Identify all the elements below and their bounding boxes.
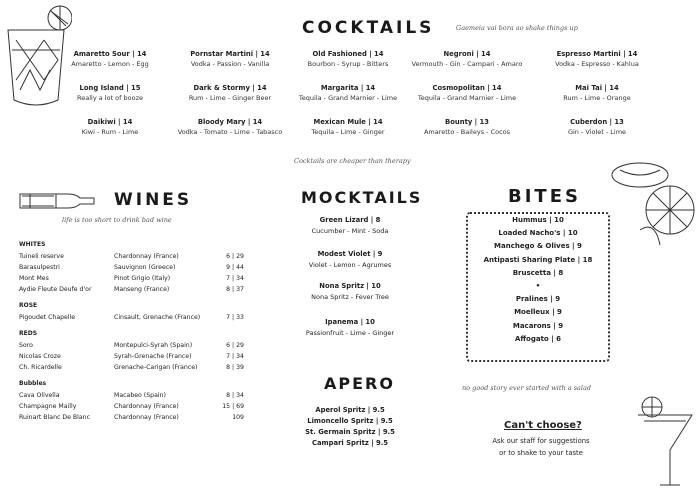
wine-grape: Syrah-Grenache (France) — [114, 353, 192, 360]
bites-tagline: no good story ever started with a salad — [462, 384, 592, 392]
cocktails-title: COCKTAILS — [302, 18, 435, 38]
bite-item: Pralines | 9 — [515, 295, 561, 304]
wine-name: Ruinart Blanc De Blanc — [19, 414, 90, 421]
bites-title: BITES — [508, 186, 581, 207]
wine-grape: Chardonnay (France) — [114, 403, 179, 410]
wine-price: 8 | 37 — [226, 286, 244, 293]
mocktail-item — [309, 250, 391, 269]
wine-price: 6 | 29 — [226, 342, 244, 349]
cant-choose-line2: or to shake to your taste — [499, 449, 583, 457]
wine-grape: Manseng (France) — [114, 286, 170, 293]
wine-name: Nicolas Croze — [19, 353, 61, 360]
cocktail-name: Negroni | 14 — [443, 50, 491, 58]
cocktail-desc: Rum - Lime - Orange — [563, 94, 631, 102]
cocktail-name: Daikiwi | 14 — [87, 118, 133, 126]
cocktail-name: Bounty | 13 — [445, 118, 489, 126]
apero-name: Campari Spritz | 9.5 — [311, 439, 389, 447]
mocktail-item — [311, 282, 389, 301]
cocktail-item — [537, 118, 657, 136]
wine-grape: Macabeo (Spain) — [114, 392, 166, 399]
cocktail-name: Bloody Mary | 14 — [197, 118, 263, 126]
cant-choose-title: Can't choose? — [504, 420, 582, 431]
martini-glass-illustration-icon — [630, 395, 700, 495]
mocktail-name: Modest Violet | 9 — [317, 250, 383, 258]
bite-item: Loaded Nacho's | 10 — [498, 229, 578, 238]
bite-item: Antipasti Sharing Plate | 18 — [483, 255, 593, 264]
cocktail-name: Dark & Stormy | 14 — [193, 84, 267, 92]
wines-title: WINES — [114, 190, 193, 210]
cocktail-name: Espresso Martini | 14 — [556, 50, 638, 58]
cocktail-item — [170, 84, 290, 102]
cocktail-item — [407, 118, 527, 136]
cocktail-desc: Bourbon - Syrup - Bitters — [307, 60, 389, 68]
cocktail-item — [50, 118, 170, 136]
wine-grape: Chardonnay (France) — [114, 253, 179, 260]
wine-price: 6 | 29 — [226, 253, 244, 260]
wine-section-heading: WHITES — [19, 241, 46, 248]
wine-price: 8 | 34 — [226, 392, 244, 399]
wine-price: 8 | 39 — [226, 364, 244, 371]
mocktail-name: Ipanema | 10 — [325, 318, 375, 326]
cocktail-desc: Tequila - Grand Marnier - Lime — [298, 94, 398, 102]
cocktail-item — [537, 84, 657, 102]
mocktails-title: MOCKTAILS — [301, 188, 423, 207]
cocktail-item — [50, 84, 170, 102]
cocktail-name: Margarita | 14 — [320, 84, 376, 92]
mocktail-desc: Cucumber - Mint - Soda — [311, 227, 389, 235]
cocktails-footer-note: Cocktails are cheaper than therapy — [294, 157, 411, 165]
cocktail-item — [50, 50, 170, 68]
wine-section-heading: Bubbles — [19, 380, 47, 387]
cocktail-desc: Amaretto - Lemon - Egg — [71, 60, 149, 68]
apero-item — [305, 428, 395, 436]
wine-grape: Cinsault, Grenache (France) — [114, 314, 201, 321]
wine-name: Pigoudet Chapelle — [19, 314, 76, 321]
cocktail-item — [288, 118, 408, 136]
mocktail-desc: Violet - Lemon - Agrumes — [308, 261, 392, 269]
wine-bottle-illustration-icon — [18, 188, 100, 214]
cocktail-desc: Really a lot of booze — [77, 94, 143, 102]
apero-item — [307, 417, 393, 425]
cocktail-desc: Vermouth - Gin - Campari - Amaro — [411, 60, 523, 68]
cocktail-item — [288, 84, 408, 102]
cocktail-desc: Vodka - Passion - Vanilla — [190, 60, 270, 68]
cocktail-item — [288, 50, 408, 68]
cocktail-name: Cosmopolitan | 14 — [432, 84, 502, 92]
wine-name: Tuineli reserve — [19, 253, 64, 260]
cocktail-name: Long Island | 15 — [79, 84, 141, 92]
wine-name: Soro — [19, 342, 33, 349]
wine-price: 7 | 34 — [226, 275, 244, 282]
bite-item: Moelleux | 9 — [514, 308, 562, 317]
apero-name: Limoncello Spritz | 9.5 — [307, 417, 393, 425]
wine-section-heading: REDS — [19, 330, 38, 337]
mocktail-item — [312, 216, 389, 235]
cocktail-name: Pornstar Martini | 14 — [190, 50, 270, 58]
bite-item: Macarons | 9 — [512, 321, 564, 330]
wine-grape: Pinot Grigio (Italy) — [114, 275, 171, 282]
cocktail-item — [537, 50, 657, 68]
mocktail-desc: Nona Spritz - Fever Tree — [311, 293, 389, 301]
apero-item — [312, 439, 388, 447]
bite-item: Hummus | 10 — [512, 216, 564, 224]
wine-grape: Montepulci-Syrah (Spain) — [114, 342, 193, 349]
wine-section-heading: ROSE — [19, 302, 38, 309]
wine-name: Cava Olivella — [19, 392, 60, 399]
bite-item: Manchego & Olives | 9 — [494, 242, 582, 251]
cocktail-name: Amaretto Sour | 14 — [73, 50, 147, 58]
cocktail-name: Mai Tai | 14 — [575, 84, 619, 92]
wine-name: Ch. Ricardelle — [19, 364, 62, 371]
apero-title: APERO — [324, 374, 395, 393]
cocktail-name: Mexican Mule | 14 — [313, 118, 383, 126]
lemon-illustration-icon — [600, 150, 700, 250]
wine-price: 7 | 33 — [226, 314, 244, 321]
apero-name: St. Germain Spritz | 9.5 — [305, 428, 395, 436]
wines-tagline: life is too short to drink bad wine — [62, 216, 172, 224]
wine-name: Mont Mes — [19, 275, 49, 282]
wine-grape: Sauvignon (Greece) — [114, 264, 176, 271]
mocktail-desc: Passionfruit - Lime - Ginger — [305, 329, 395, 337]
cocktail-item — [170, 50, 290, 68]
mocktail-item — [306, 318, 394, 337]
cocktail-desc: Rum - Lime - Ginger Beer — [188, 94, 272, 102]
cocktail-desc: Gin - Violet - Lime — [567, 128, 627, 136]
cocktail-name: Cuberdon | 13 — [570, 118, 624, 126]
cocktail-name: Old Fashioned | 14 — [312, 50, 384, 58]
cocktail-desc: Kiwi - Rum - Lime — [81, 128, 139, 136]
bite-item: Affogato | 6 — [514, 334, 562, 343]
cocktail-item — [170, 118, 290, 136]
cocktail-desc: Tequila - Lime - Ginger — [311, 128, 385, 136]
cocktail-desc: Tequila - Grand Marnier - Lime — [417, 94, 517, 102]
mocktail-name: Nona Spritz | 10 — [319, 282, 381, 290]
cocktail-desc: Vodka - Tomato - Lime - Tabasco — [177, 128, 283, 136]
wine-price: 15 | 69 — [222, 403, 244, 410]
wine-price: 109 — [232, 414, 244, 421]
cocktail-desc: Amaretto - Baileys - Cocos — [423, 128, 511, 136]
cocktails-tagline: Gaemeia vai bora ao shake things up — [456, 24, 578, 32]
wine-name: Champagne Mailly — [19, 403, 77, 410]
wine-price: 7 | 34 — [226, 353, 244, 360]
cant-choose-line1: Ask our staff for suggestions — [492, 437, 590, 445]
wine-grape: Grenache-Carigan (France) — [114, 364, 198, 371]
cocktail-item — [407, 84, 527, 102]
bite-item: • — [535, 282, 541, 290]
wine-name: Barasulpestri — [19, 264, 60, 271]
apero-name: Aperol Spritz | 9.5 — [315, 406, 385, 414]
mocktail-name: Green Lizard | 8 — [319, 216, 381, 224]
wine-grape: Chardonnay (France) — [114, 414, 179, 421]
bite-item: Bruscetta | 8 — [512, 268, 564, 277]
apero-item — [315, 406, 384, 414]
cocktail-item — [407, 50, 527, 68]
wine-price: 9 | 44 — [226, 264, 244, 271]
cocktail-desc: Vodka - Espresso - Kahlua — [555, 60, 639, 68]
wine-name: Aydie Fleute Deufe d'or — [19, 286, 92, 293]
